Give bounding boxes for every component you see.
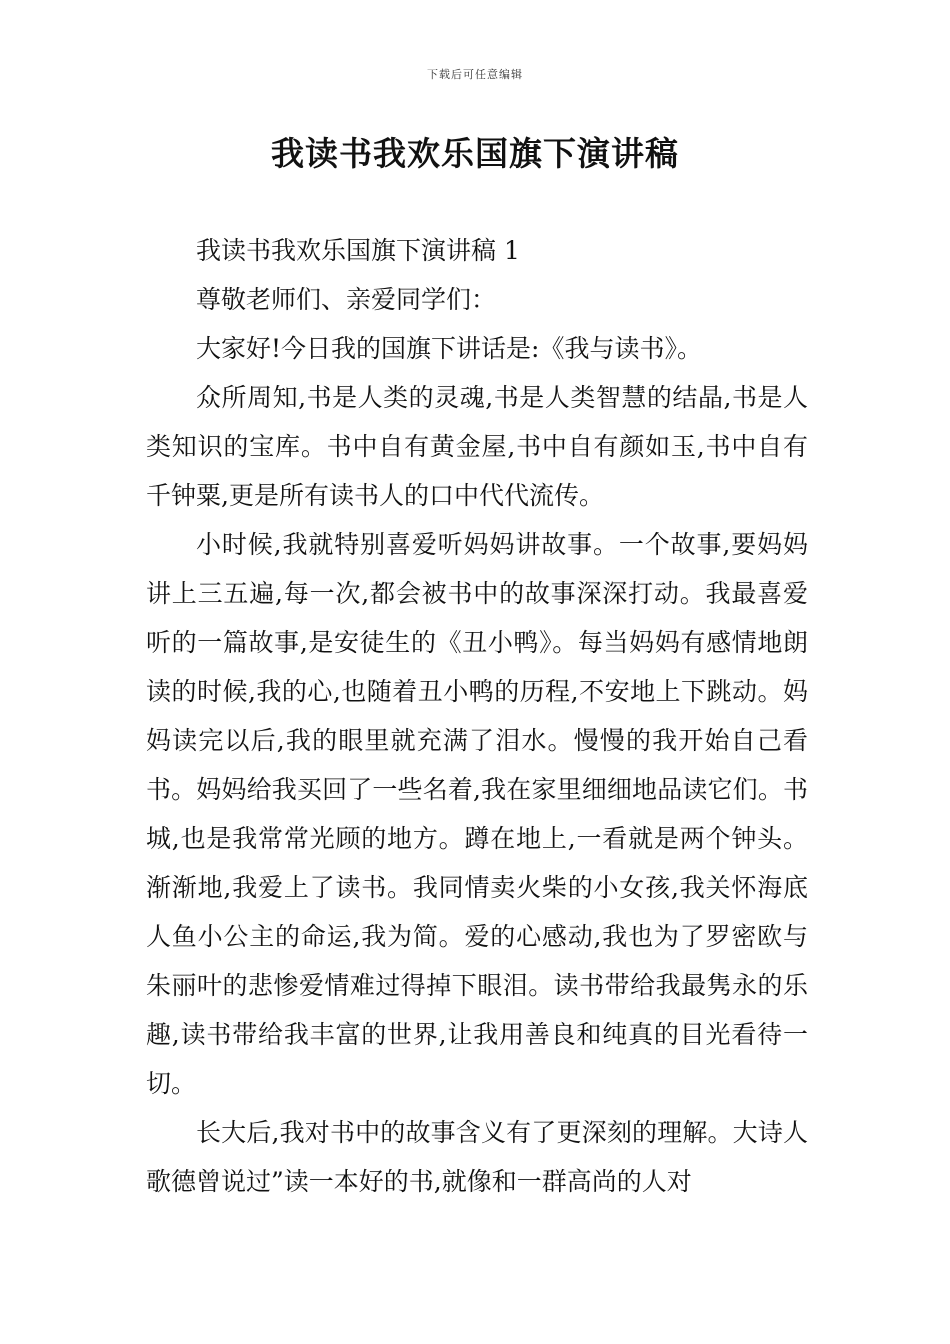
body-paragraph: 众所周知,书是人类的灵魂,书是人类智慧的结晶,书是人类知识的宝库。书中自有黄金屋,书中自有颜如玉,书中自有千钟粟,更是所有读书人的口中代代流传。 <box>146 383 808 510</box>
download-note: 下载后可任意编辑 <box>427 68 523 81</box>
salutation-paragraph: 尊敬老师们、亲爱同学们： <box>196 285 497 314</box>
body-paragraph: 长大后,我对书中的故事含义有了更深刻的理解。大诗人歌德曾说过”读一本好的书,就像和一群高尚的人对 <box>146 1118 808 1196</box>
greeting-paragraph: 大家好!今日我的国旗下讲话是:《我与读书》。 <box>196 334 702 363</box>
document-title: 我读书我欢乐国旗下演讲稿 <box>271 134 679 173</box>
document-body <box>146 226 808 1206</box>
body-paragraph: 小时候,我就特别喜爱听妈妈讲故事。一个故事,要妈妈讲上三五遍,每一次,都会被书中的故事深深打动。我最喜爱听的一篇故事,是安徒生的《丑小鸭》。每当妈妈有感情地朗读的时候,我的心,也随着丑小鸭的历程,不安地上下跳动。妈妈读完以后,我的眼里就充满了泪水。慢慢的我开始自己看书。妈妈给我买回了一些名着,我在家里细细地品读它们。书城,也是我常常光顾的地方。蹲在地上,一看就是两个钟头。渐渐地,我爱上了读书。我同情卖火柴的小女孩,我关怀海底人鱼小公主的命运,我为简。爱的心感动,我也为了罗密欧与朱丽叶的悲惨爱情难过得掉下眼泪。读书带给我最隽永的乐趣,读书带给我丰富的世界,让我用善良和纯真的目光看待一切。 <box>146 530 808 1098</box>
subtitle-paragraph: 我读书我欢乐国旗下演讲稿 1 <box>196 236 520 265</box>
